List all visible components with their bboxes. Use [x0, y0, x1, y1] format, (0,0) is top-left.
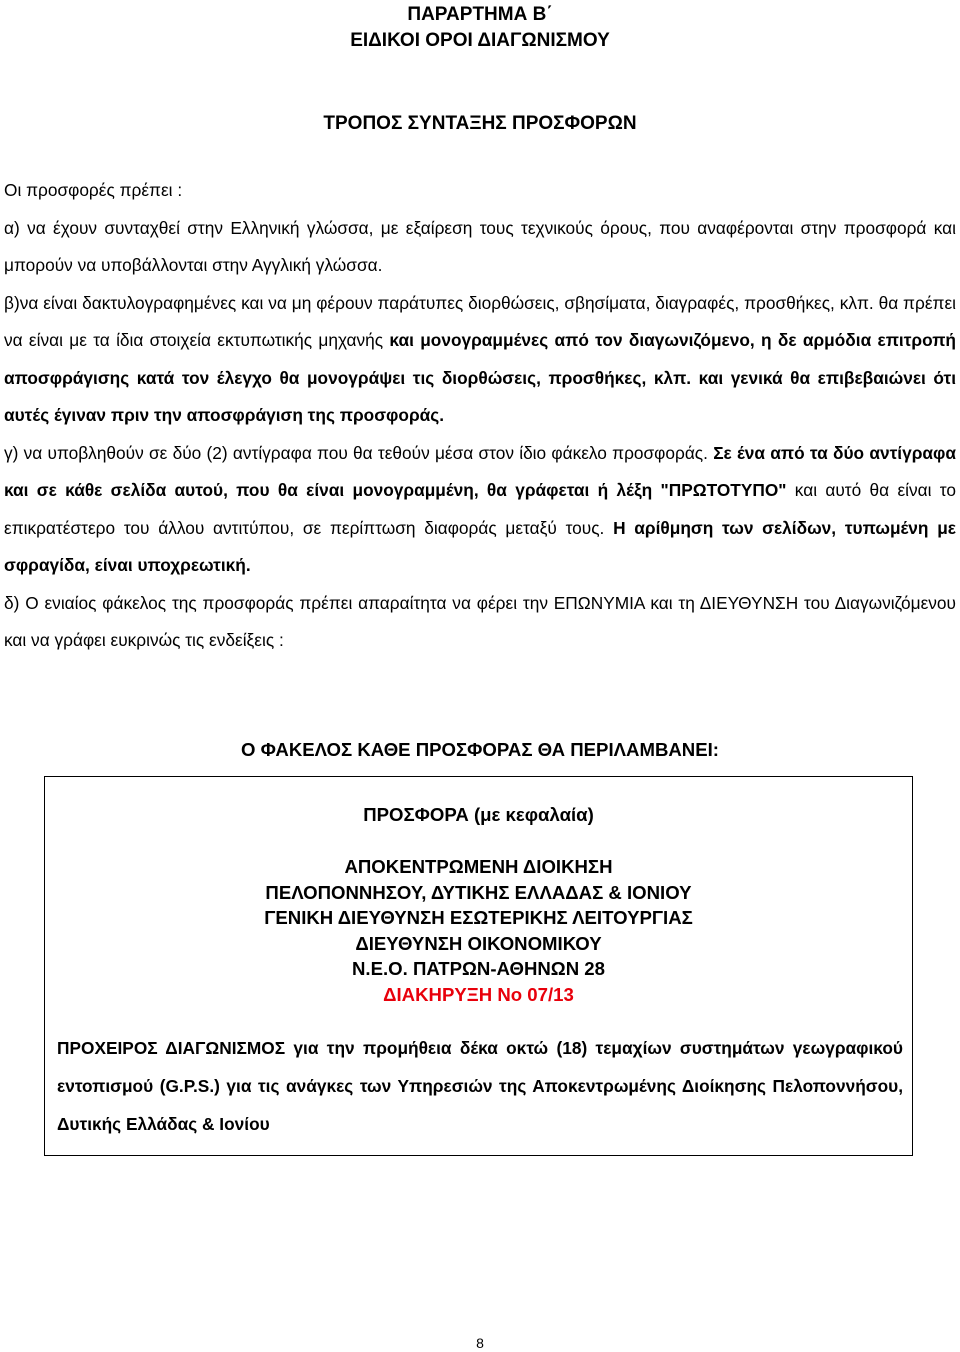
term-c [4, 435, 956, 585]
term-c-bold-1: Σε ένα από τα δύο αντίγραφα και σε κάθε σελίδα αυτού, που θα είναι μονογραμμένη, θα γράφεται ή λέξη "ΠΡΩΤΟΤΥΠΟ" [4, 442, 956, 500]
declaration-number: ΔΙΑΚΗΡΥΞΗ Νο 07/13 [383, 983, 574, 1005]
appendix-title: ΠΑΡΑΡΤΗΜΑ Β΄ [407, 4, 553, 25]
address-line-4: ΔΙΕΥΘΥΝΣΗ ΟΙΚΟΝΟΜΙΚΟΥ [355, 932, 602, 954]
term-c-bold-2: Η αρίθμηση των σελίδων, τυπωμένη με σφραγίδα, είναι υποχρεωτική. [4, 517, 956, 575]
term-a: α) να έχουν συνταχθεί στην Ελληνική γλώσσα, με εξαίρεση τους τεχνικούς όρους, που αναφέρονται στην προσφορά και μπορούν να υποβάλλονται στην Αγγλική γλώσσα. [4, 217, 956, 275]
tender-description: ΠΡΟΧΕΙΡΟΣ ΔΙΑΓΩΝΙΣΜΟΣ για την προμήθεια δέκα οκτώ (18) τεμαχίων συστημάτων γεωγραφικού εντοπισμού (G.P.S.) για τις ανάγκες των Υπηρεσιών της Αποκεντρωμένης Διοίκησης Πελοποννήσου, Δυτικής Ελλάδας & Ιονίου [57, 1038, 903, 1134]
term-b [4, 285, 956, 435]
term-d-part-1: δ) Ο ενιαίος φάκελος της προσφοράς πρέπει απαραίτητα να φέρει την ΕΠΩΝΥΜΙΑ και τη [4, 592, 700, 613]
term-d-part-2: ΔΙΕΥΘΥΝΣΗ του Διαγωνιζόμενου και να γράφει ευκρινώς τις ενδείξεις : [4, 592, 956, 650]
address-block [45, 854, 912, 1007]
intro-line: Οι προσφορές πρέπει : [4, 180, 183, 200]
address-line-5: Ν.Ε.Ο. ΠΑΤΡΩΝ-ΑΘΗΝΩΝ 28 [352, 958, 605, 979]
page-number: 8 [476, 1335, 484, 1351]
terms-body [4, 172, 956, 660]
term-c-normal-2: και αυτό θα είναι το επικρατέστερο του άλλου αντιτύπου, σε περίπτωση διαφοράς μεταξύ τους. [4, 480, 956, 538]
address-line-3: ΓΕΝΙΚΗ ΔΙΕΥΘΥΝΣΗ ΕΣΩΤΕΡΙΚΗΣ ΛΕΙΤΟΥΡΓΙΑΣ [264, 907, 693, 928]
section-title: ΤΡΟΠΟΣ ΣΥΝΤΑΞΗΣ ΠΡΟΣΦΟΡΩΝ [323, 113, 637, 134]
address-line-1: ΑΠΟΚΕΝΤΡΩΜΕΝΗ ΔΙΟΙΚΗΣΗ [344, 856, 613, 877]
term-b-normal: β)να είναι δακτυλογραφημένες και να μη φέρουν παράτυπες διορθώσεις, σβησίματα, διαγραφές, προσθήκες, κλπ. θα πρέπει να είναι με τα ίδια στοιχεία εκτυπωτικής μηχανής [4, 292, 956, 350]
offer-label: ΠΡΟΣΦΟΡΑ (με κεφαλαία) [363, 804, 594, 825]
envelope-heading: Ο ΦΑΚΕΛΟΣ ΚΑΘΕ ΠΡΟΣΦΟΡΑΣ ΘΑ ΠΕΡΙΛΑΜΒΑΝΕΙ: [241, 739, 719, 760]
term-c-normal-1: γ) να υποβληθούν σε δύο (2) αντίγραφα που θα τεθούν μέσα στον ίδιο φάκελο προσφοράς. [4, 442, 714, 463]
term-d [4, 585, 956, 660]
term-b-bold: και μονογραμμένες από τον διαγωνιζόμενο, η δε αρμόδια επιτροπή αποσφράγισης κατά τον έλεγχο θα μονογράψει τις διορθώσεις, προσθήκες, κλπ. και γενικά θα επιβεβαιώνει ότι αυτές έγιναν πριν την αποσφράγιση της προσφοράς. [4, 330, 956, 425]
address-line-2: ΠΕΛΟΠΟΝΝΗΣΟΥ, ΔΥΤΙΚΗΣ ΕΛΛΑΔΑΣ & ΙΟΝΙΟΥ [265, 881, 692, 903]
special-terms-title: ΕΙΔΙΚΟΙ ΟΡΟΙ ΔΙΑΓΩΝΙΣΜΟΥ [350, 30, 610, 51]
envelope-box [44, 776, 913, 1156]
